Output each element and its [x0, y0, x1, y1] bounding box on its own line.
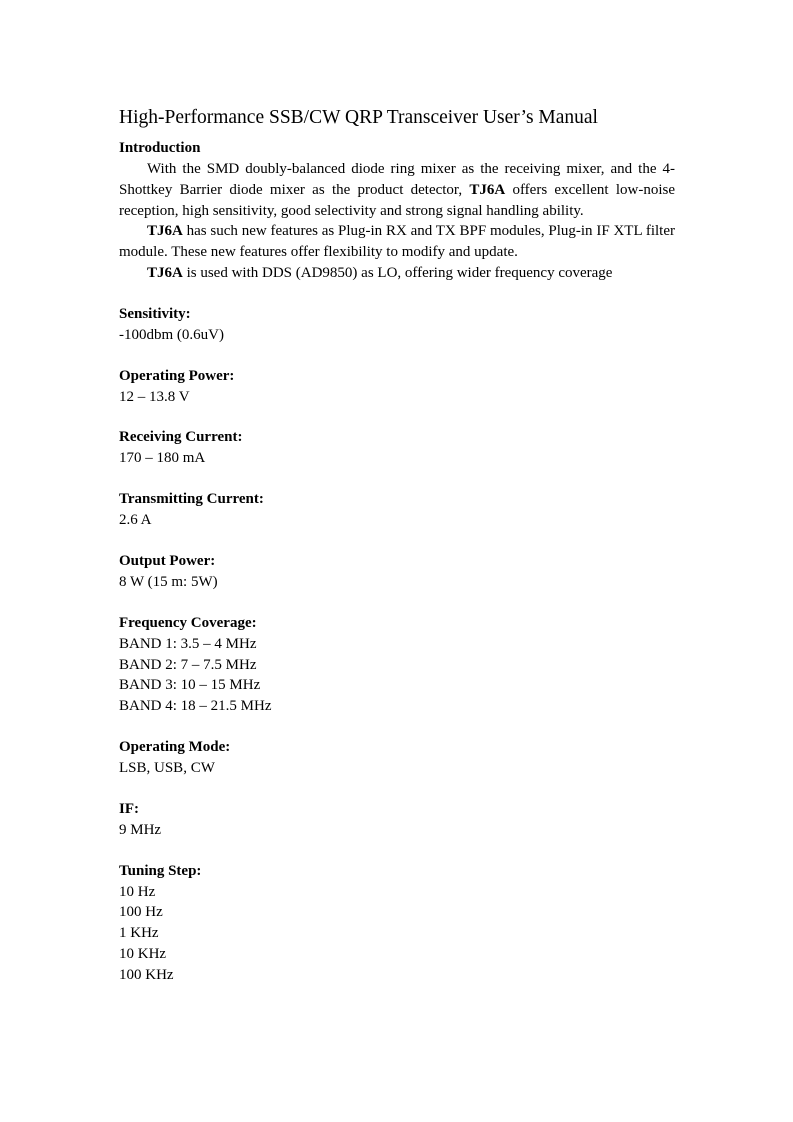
- intro-p3-text: is used with DDS (AD9850) as LO, offering wider frequency coverage: [182, 264, 613, 281]
- introduction-heading: Introduction: [119, 140, 201, 156]
- spec-value: -100dbm (0.6uV): [119, 326, 224, 343]
- spec-value: 10 KHz: [119, 945, 167, 962]
- spec-label: IF:: [119, 800, 139, 817]
- spec-label: Output Power:: [119, 552, 216, 569]
- spec-value: 100 Hz: [119, 904, 163, 921]
- spec-operating-mode: [119, 737, 675, 779]
- spec-transmitting-current: [119, 489, 675, 531]
- spec-value: BAND 4: 18 – 21.5 MHz: [119, 698, 272, 715]
- spec-label: Tuning Step:: [119, 862, 202, 879]
- spec-value: LSB, USB, CW: [119, 759, 215, 776]
- spec-receiving-current: [119, 427, 675, 469]
- intro-paragraph-2: [119, 221, 675, 263]
- spec-label: Sensitivity:: [119, 305, 191, 322]
- spec-if: [119, 799, 675, 841]
- intro-p3-model: TJ6A: [147, 264, 183, 281]
- spec-value: 1 KHz: [119, 925, 159, 942]
- spec-value: BAND 1: 3.5 – 4 MHz: [119, 635, 257, 652]
- intro-p1-text-b: offers excellent low-noise reception, high sensitivity, good selectivity and strong signal handling ability.: [119, 181, 675, 219]
- spec-sensitivity: [119, 304, 675, 346]
- spec-list: [119, 304, 675, 986]
- spec-value: 2.6 A: [119, 512, 152, 529]
- spec-output-power: [119, 551, 675, 593]
- spec-tuning-step: [119, 861, 675, 986]
- spec-label: Operating Mode:: [119, 738, 231, 755]
- spec-value: 10 Hz: [119, 883, 156, 900]
- spec-value: 170 – 180 mA: [119, 450, 206, 467]
- spec-value: 8 W (15 m: 5W): [119, 573, 218, 590]
- intro-paragraph-3: [119, 263, 675, 284]
- spec-value: BAND 3: 10 – 15 MHz: [119, 677, 261, 694]
- spec-label: Transmitting Current:: [119, 491, 264, 508]
- manual-page: [119, 104, 675, 986]
- spec-value: 100 KHz: [119, 966, 174, 983]
- intro-p2-model: TJ6A: [147, 223, 183, 240]
- spec-frequency-coverage: [119, 613, 675, 717]
- spec-label: Frequency Coverage:: [119, 614, 257, 631]
- intro-p2-text: has such new features as Plug-in RX and TX BPF modules, Plug-in IF XTL filter module. These new features offer flexibility to modify and update.: [119, 223, 675, 261]
- document-title: High-Performance SSB/CW QRP Transceiver User’s Manual: [119, 107, 598, 128]
- spec-value: 12 – 13.8 V: [119, 388, 190, 405]
- intro-p1-text-a: With the SMD doubly-balanced diode ring mixer as the receiving mixer, and the 4-Shottkey Barrier diode mixer as the product detector,: [119, 161, 675, 198]
- spec-label: Operating Power:: [119, 367, 235, 384]
- intro-p1-model: TJ6A: [469, 181, 506, 198]
- spec-operating-power: [119, 366, 675, 408]
- spec-value: BAND 2: 7 – 7.5 MHz: [119, 656, 257, 673]
- spec-value: 9 MHz: [119, 821, 162, 838]
- spec-label: Receiving Current:: [119, 429, 243, 446]
- intro-paragraph-1: [119, 159, 675, 221]
